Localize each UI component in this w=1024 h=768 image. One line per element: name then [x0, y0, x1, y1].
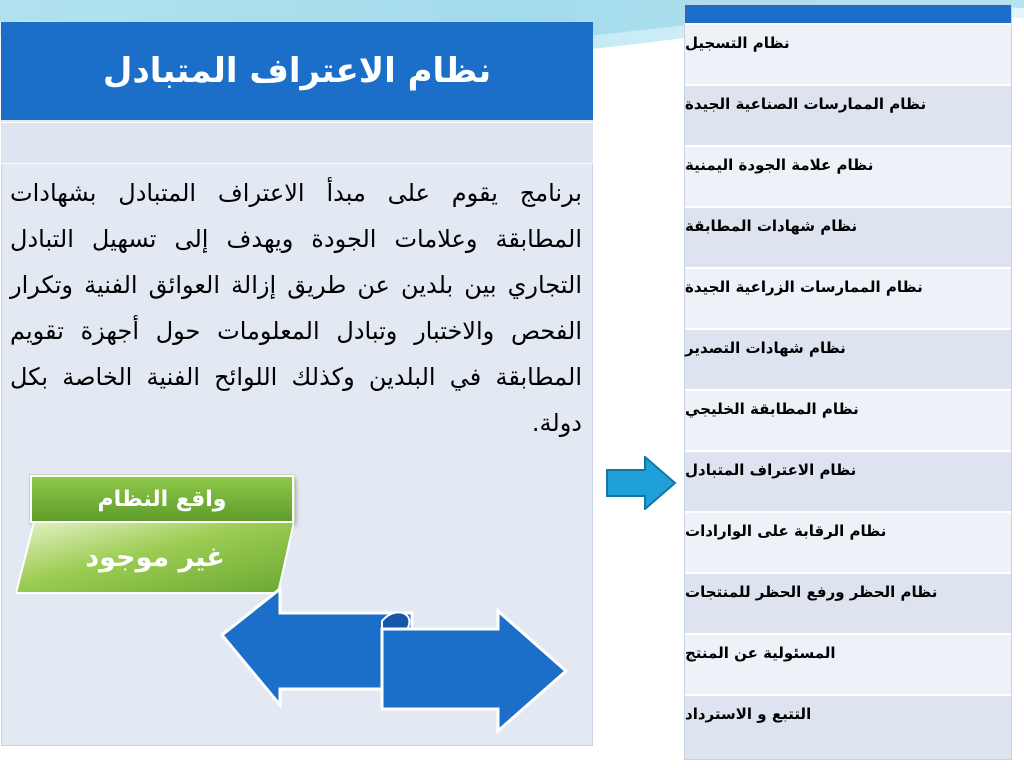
nav-item-good-manufacturing[interactable]: نظام الممارسات الصناعية الجيدة [685, 84, 1011, 145]
status-value-text: غير موجود [85, 542, 225, 573]
exchange-arrows-icon [220, 585, 570, 735]
nav-item-product-liability[interactable]: المسئولية عن المنتج [685, 633, 1011, 694]
systems-nav-list [684, 4, 1012, 760]
nav-item-yemeni-quality-mark[interactable]: نظام علامة الجودة اليمنية [685, 145, 1011, 206]
nav-item-product-ban[interactable]: نظام الحظر ورفع الحظر للمنتجات [685, 572, 1011, 633]
status-value-badge [16, 520, 294, 595]
nav-item-conformity-certificates[interactable]: نظام شهادات المطابقة [685, 206, 1011, 267]
nav-item-mutual-recognition[interactable]: نظام الاعتراف المتبادل [685, 450, 1011, 511]
subheader-bar [1, 122, 593, 164]
nav-item-trace-recall[interactable]: التتبع و الاسترداد [685, 694, 1011, 755]
nav-item-registration[interactable]: نظام التسجيل [685, 23, 1011, 84]
page-title [1, 22, 593, 120]
list-header [685, 5, 1011, 23]
arrow-right-icon [605, 456, 677, 510]
nav-item-gulf-conformity[interactable]: نظام المطابقة الخليجي [685, 389, 1011, 450]
nav-item-good-agricultural[interactable]: نظام الممارسات الزراعية الجيدة [685, 267, 1011, 328]
nav-item-import-control[interactable]: نظام الرقابة على الوارادات [685, 511, 1011, 572]
status-label-text: واقع النظام [97, 486, 227, 512]
description-text: برنامج يقوم على مبدأ الاعتراف المتبادل بشهادات المطابقة وعلامات الجودة ويهدف إلى تسهيل التبادل التجاري بين بلدين عن طريق إزالة العوائق الفنية وتكرار الفحص والاختبار وتبادل المعلومات حول أجهزة تقويم المطابقة في البلدين وكذلك اللوائح الفنية الخاصة بكل دولة. [10, 179, 582, 437]
status-label [30, 475, 294, 523]
page-title-text: نظام الاعتراف المتبادل [102, 51, 492, 91]
nav-item-export-certificates[interactable]: نظام شهادات التصدير [685, 328, 1011, 389]
list-body [685, 23, 1011, 755]
